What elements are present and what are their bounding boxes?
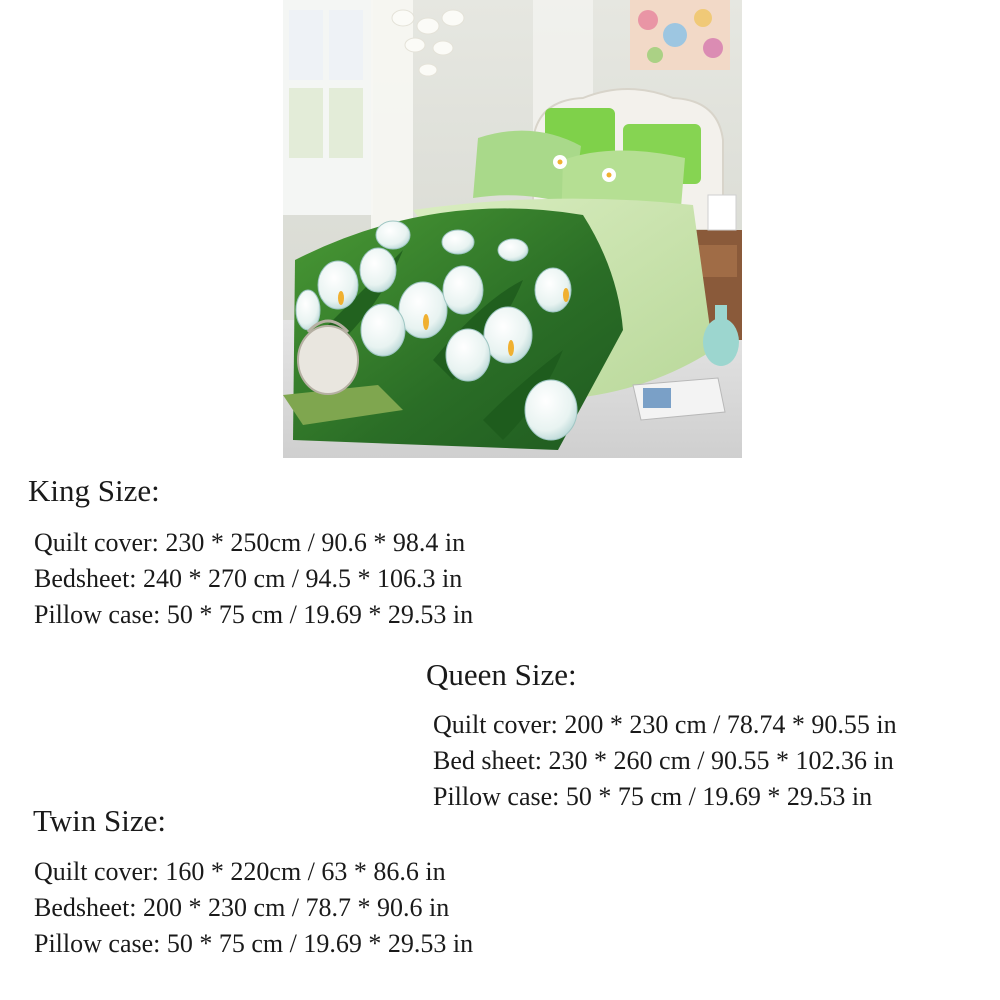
twin-size-section (33, 803, 473, 962)
twin-pillow-case-spec: Pillow case: 50 * 75 cm / 19.69 * 29.53 in (34, 929, 474, 958)
queen-quilt-cover-spec: Quilt cover: 200 * 230 cm / 78.74 * 90.55 in (433, 710, 897, 739)
twin-size-title: Twin Size: (33, 803, 167, 838)
king-size-section (28, 473, 473, 633)
queen-pillow-case-spec: Pillow case: 50 * 75 cm / 19.69 * 29.53 in (433, 782, 873, 811)
queen-size-specs (426, 707, 897, 815)
twin-bedsheet-spec: Bedsheet: 200 * 230 cm / 78.7 * 90.6 in (34, 893, 450, 922)
queen-bed-sheet-spec: Bed sheet: 230 * 260 cm / 90.55 * 102.36 in (433, 746, 894, 775)
king-size-title: King Size: (28, 473, 160, 508)
king-pillow-case-spec: Pillow case: 50 * 75 cm / 19.69 * 29.53 in (34, 600, 474, 629)
product-photo (283, 0, 742, 458)
king-size-specs (28, 525, 473, 633)
king-bedsheet-spec: Bedsheet: 240 * 270 cm / 94.5 * 106.3 in (34, 564, 463, 593)
twin-quilt-cover-spec: Quilt cover: 160 * 220cm / 63 * 86.6 in (34, 857, 446, 886)
twin-size-specs (33, 854, 473, 962)
queen-size-title: Queen Size: (426, 657, 577, 692)
king-quilt-cover-spec: Quilt cover: 230 * 250cm / 90.6 * 98.4 in (34, 528, 466, 557)
queen-size-section (426, 657, 897, 815)
